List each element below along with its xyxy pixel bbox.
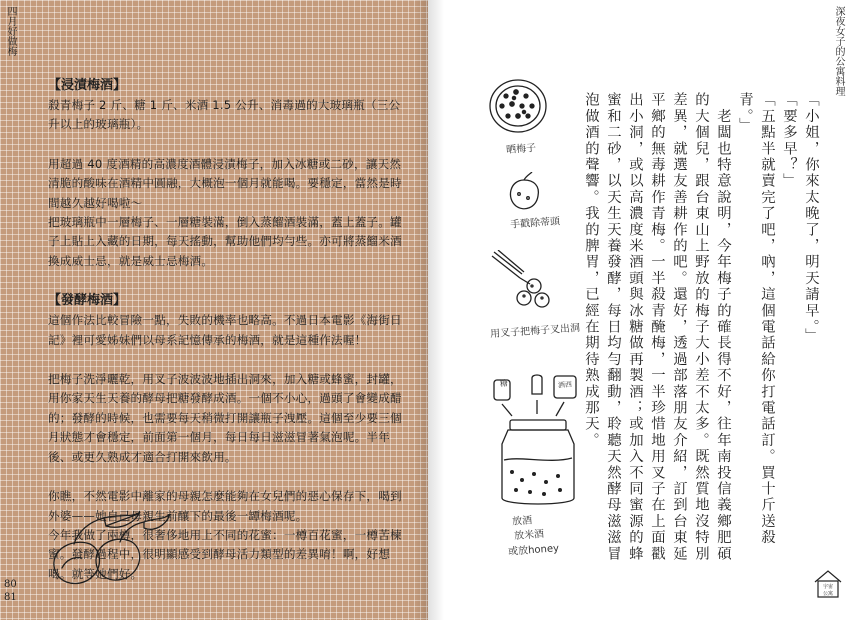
dialogue-line: 「五點半就賣完了吧，吶，這個電話給你打電話訂。買十斤送殺青。」 — [737, 92, 775, 546]
sketch-label: 或放honey — [507, 543, 560, 558]
sketch-label: 酒西 — [557, 380, 573, 390]
paragraph: 把玻璃瓶中一層梅子、一層糖裝滿，倒入蒸餾酒裝滿，蓋上蓋子。罐子上貼上入藏的日期，每天搖動，幫助他們均勻些。亦可將蒸餾米酒換成威士忌，就是威士忌梅酒。 — [48, 215, 402, 268]
sketch-label: 放酒 — [511, 515, 533, 528]
plum-sketch-icon — [504, 172, 544, 214]
sketch-label: 晒梅子 — [505, 142, 537, 157]
fork-plums-sketch-icon — [490, 250, 560, 314]
jar-sketch-icon — [490, 372, 590, 512]
paragraph: 今年我做了兩樽，很奢侈地用上不同的花蜜：一樽百花蜜，一樽苦楝蜜。發酵過程中，很明顯感受到酵母活力類型的差異唷！啊，好想喝。就等她們好。 — [48, 527, 402, 581]
vertical-body-text — [583, 92, 822, 572]
paragraph: 用超過 40 度酒精的高濃度酒體浸漬梅子，加入冰糖或二砂，讓天然清脆的酸味在酒精中圓融，大概泡一個月就能喝。要穩定，當然是時間越久越好喝啦～ — [48, 156, 402, 210]
plum-bowl-sketch-icon — [484, 76, 554, 136]
dialogue-line: 「要多早？」 — [781, 92, 797, 190]
dialogue-line: 「小姐，你來太晚了，明天請早。」 — [803, 92, 819, 344]
paragraph: 這個作法比較冒險一點，失敗的機率也略高。不過日本電影《海街日記》裡可愛姊妹們以母系記憶傳承的梅酒，就是這種作法喔！ — [48, 313, 402, 347]
plums-sketch-icon — [44, 508, 174, 588]
page-numbers — [4, 578, 17, 604]
running-head-left: 四月好做梅 — [5, 6, 16, 56]
logo-text-bottom: 公寓 — [822, 591, 834, 597]
body-paragraph: 老闆也特意說明，今年梅子的確長得不好，往年南投信義鄉肥碩的大個兒，跟台東山上野放的梅子大小差不太多。既然質地沒特別差異，就選友善耕作的吧。還好，透過部落朋友介紹，訂到台東延平鄉的無毒耕作青梅。一半殺青醃梅，一半珍惜地用叉子在上面戳出小洞，或以高濃度米酒頭與冰糖做再製酒；或加入不同蜜源的蜂蜜和二砂，以天生天養發酵，每日均勻翻動，聆聽天然酵母滋滋冒泡做酒的聲響。我的脾胃，已經在期待熟成那天。 — [583, 92, 731, 562]
page-number-left: 80 — [4, 579, 17, 590]
sketch-label: 糖 — [499, 378, 509, 389]
running-head-right: 深夜女子的公寓料理 — [833, 6, 844, 96]
page-number-right: 81 — [4, 592, 17, 603]
sketch-label: 手戳除蒂頭 — [509, 216, 561, 231]
sketch-label: 放米酒 — [513, 528, 545, 543]
section-heading-infused-plum-wine: 【浸漬梅酒】 — [48, 78, 127, 93]
house-logo-icon — [812, 568, 844, 600]
paragraph: 把梅子洗淨曬乾，用叉子波波波地插出洞來，加入糖或蜂蜜，封罐，用你家天生天養的酵母把糖發酵成酒。一個不小心，過頭了會變成醋的；發酵的時候，也需要每天稍微打開讓瓶子洩壓。這個至少要三個月狀態才會穩定，前面第一個月，每日每日滋滋冒著氣泡呢。半年後、或更久熟成才適合打開來飲用。 — [48, 372, 402, 464]
sketch-label: 用叉子把梅子叉出洞 — [489, 322, 581, 341]
ingredients-paragraph: 殺青梅子 2 斤、糖 1 斤、米酒 1.5 公升、消毒過的大玻璃瓶（三公升以上的玻璃瓶）。 — [48, 98, 401, 132]
book-gutter — [428, 0, 444, 620]
logo-text-top: 宇宙 — [822, 584, 834, 590]
section-heading-fermented-plum-wine: 【發酵梅酒】 — [48, 293, 127, 309]
paragraph: 你瞧，不然電影中離家的母親怎麼能夠在女兒們的惡心保存下，喝到外婆——她自己母親生前釀下的最後一罈梅酒呢。 — [48, 489, 402, 523]
